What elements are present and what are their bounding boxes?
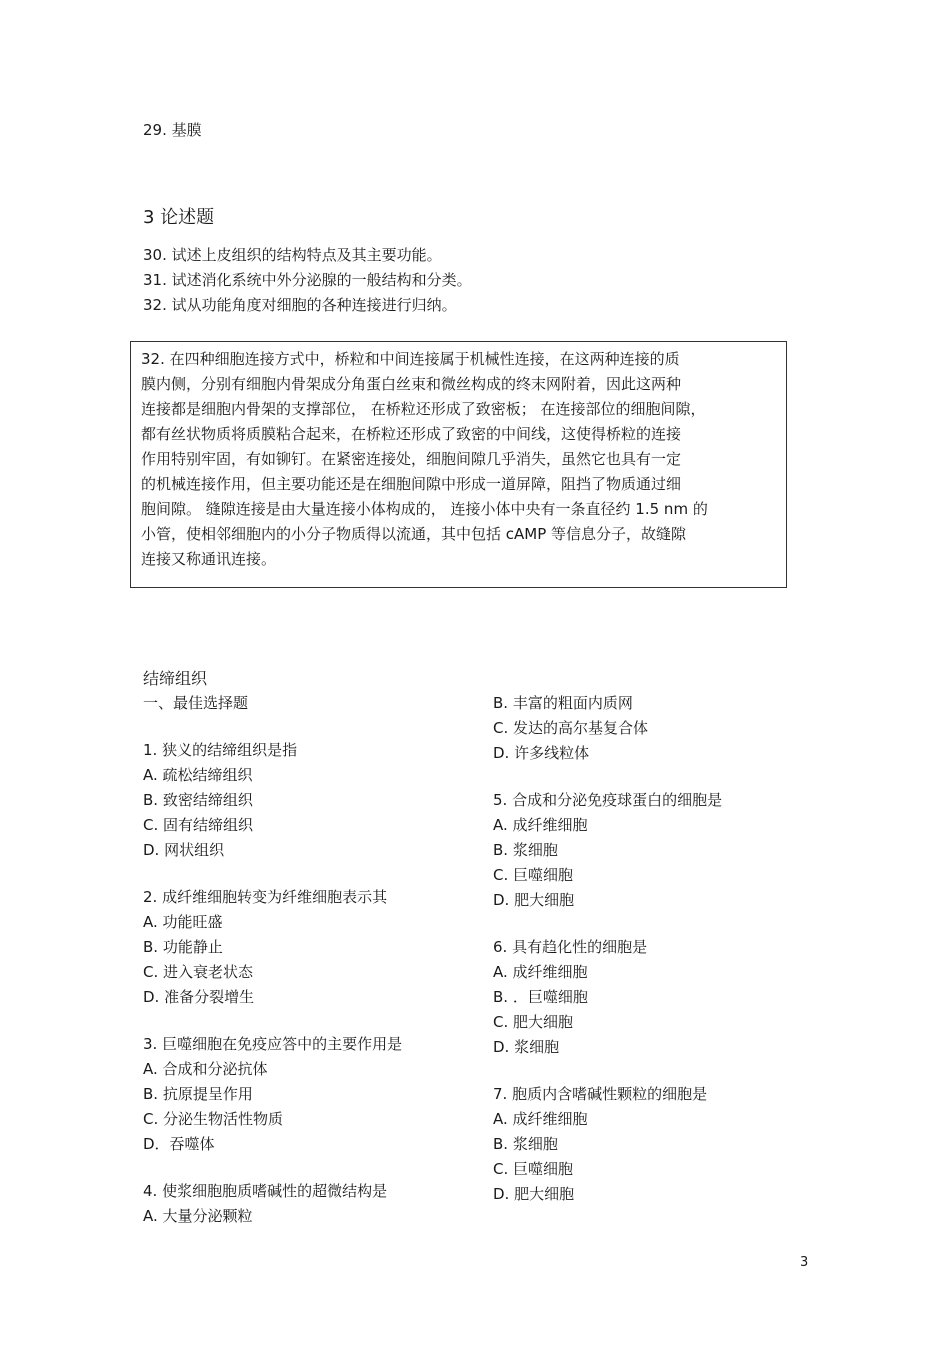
right-answer-option: C. 巨噬细胞 xyxy=(493,1160,574,1178)
answer-line: 32. 在四种细胞连接方式中，桥粒和中间连接属于机械性连接，在这两种连接的质 xyxy=(141,350,680,368)
left-answer-option: A. 功能旺盛 xyxy=(143,913,223,931)
left-question-stem: 1. 狭义的结缔组织是指 xyxy=(143,741,298,759)
right-answer-option: C. 肥大细胞 xyxy=(493,1013,574,1031)
right-answer-option: D. 许多线粒体 xyxy=(493,744,590,762)
term-29: 29. 基膜 xyxy=(143,121,202,139)
left-answer-option: B. 功能静止 xyxy=(143,938,223,956)
right-answer-option: A. 成纤维细胞 xyxy=(493,816,588,834)
answer-box-32 xyxy=(130,341,787,588)
answer-line: 连接又称通讯连接。 xyxy=(141,550,277,568)
answer-line: 都有丝状物质将质膜粘合起来，在桥粒还形成了致密的中间线，这使得桥粒的连接 xyxy=(141,425,682,443)
left-answer-option: A. 合成和分泌抗体 xyxy=(143,1060,268,1078)
answer-line: 胞间隙。 缝隙连接是由大量连接小体构成的， 连接小体中央有一条直径约 1.5 nm 的 xyxy=(141,500,708,518)
answer-line: 膜内侧，分别有细胞内骨架成分角蛋白丝束和微丝构成的终末网附着，因此这两种 xyxy=(141,375,682,393)
right-question-stem: 5. 合成和分泌免疫球蛋白的细胞是 xyxy=(493,791,723,809)
left-answer-option: A. 大量分泌颗粒 xyxy=(143,1207,253,1225)
answer-line: 连接都是细胞内骨架的支撑部位， 在桥粒还形成了致密板； 在连接部位的细胞间隙， xyxy=(141,400,706,418)
right-answer-option: A. 成纤维细胞 xyxy=(493,1110,588,1128)
right-answer-option: D. 浆细胞 xyxy=(493,1038,560,1056)
question-32: 32. 试从功能角度对细胞的各种连接进行归纳。 xyxy=(143,296,457,314)
left-answer-option: B. 抗原提呈作用 xyxy=(143,1085,253,1103)
right-answer-option: C. 发达的高尔基复合体 xyxy=(493,719,649,737)
right-question-stem: 7. 胞质内含嗜碱性颗粒的细胞是 xyxy=(493,1085,708,1103)
left-question-stem: 4. 使浆细胞胞质嗜碱性的超微结构是 xyxy=(143,1182,388,1200)
section-3-heading: 3 论述题 xyxy=(143,207,215,228)
question-31: 31. 试述消化系统中外分泌腺的一般结构和分类。 xyxy=(143,271,472,289)
section-1-heading: 一、最佳选择题 xyxy=(143,694,249,712)
left-answer-option: A. 疏松结缔组织 xyxy=(143,766,253,784)
right-answer-option: D. 肥大细胞 xyxy=(493,891,575,909)
right-answer-option: B. 浆细胞 xyxy=(493,1135,558,1153)
right-answer-option: A. 成纤维细胞 xyxy=(493,963,588,981)
left-answer-option: D．吞噬体 xyxy=(143,1135,215,1153)
left-answer-option: C. 分泌生物活性物质 xyxy=(143,1110,284,1128)
right-answer-option: B. 浆细胞 xyxy=(493,841,558,859)
right-answer-option: B. ．巨噬细胞 xyxy=(493,988,588,1006)
chapter-title: 结缔组织 xyxy=(143,669,208,688)
left-question-stem: 2. 成纤维细胞转变为纤维细胞表示其 xyxy=(143,888,388,906)
left-answer-option: B. 致密结缔组织 xyxy=(143,791,253,809)
page-number: 3 xyxy=(800,1255,809,1270)
left-answer-option: C. 固有结缔组织 xyxy=(143,816,254,834)
right-answer-option: B. 丰富的粗面内质网 xyxy=(493,694,633,712)
answer-line: 小管，使相邻细胞内的小分子物质得以流通，其中包括 cAMP 等信息分子，故缝隙 xyxy=(141,525,687,543)
right-answer-option: C. 巨噬细胞 xyxy=(493,866,574,884)
left-answer-option: C. 进入衰老状态 xyxy=(143,963,254,981)
question-30: 30. 试述上皮组织的结构特点及其主要功能。 xyxy=(143,246,442,264)
right-answer-option: D. 肥大细胞 xyxy=(493,1185,575,1203)
right-question-stem: 6. 具有趋化性的细胞是 xyxy=(493,938,648,956)
left-answer-option: D. 准备分裂增生 xyxy=(143,988,255,1006)
answer-line: 作用特别牢固，有如铆钉。在紧密连接处，细胞间隙几乎消失，虽然它也具有一定 xyxy=(141,450,682,468)
left-answer-option: D. 网状组织 xyxy=(143,841,225,859)
left-question-stem: 3. 巨噬细胞在免疫应答中的主要作用是 xyxy=(143,1035,403,1053)
answer-line: 的机械连接作用，但主要功能还是在细胞间隙中形成一道屏障，阻挡了物质通过细 xyxy=(141,475,682,493)
